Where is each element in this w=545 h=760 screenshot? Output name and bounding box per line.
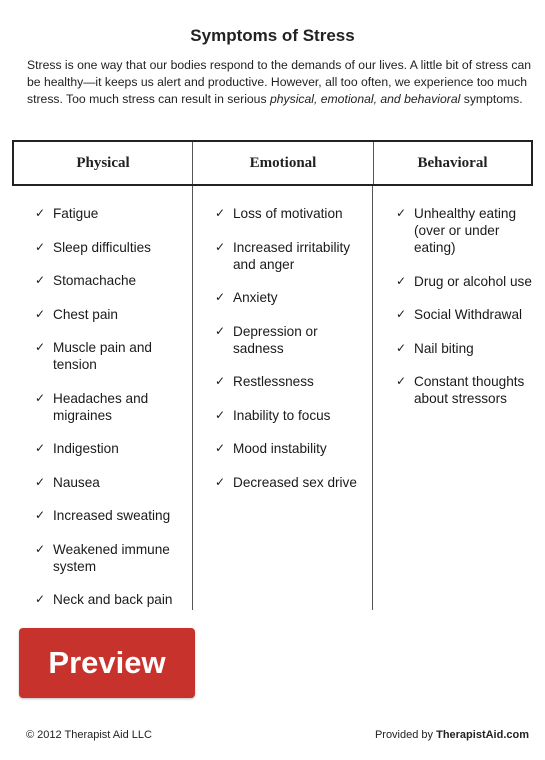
symptom-item — [30, 339, 190, 373]
checkmark-icon: ✓ — [396, 374, 407, 388]
column-divider — [192, 186, 193, 610]
symptom-item — [30, 272, 190, 289]
symptom-item — [210, 323, 370, 357]
symptom-label: Weakened immune system — [53, 541, 170, 574]
symptom-item — [30, 239, 190, 256]
symptom-label: Sleep difficulties — [53, 239, 151, 255]
footer-copyright: © 2012 Therapist Aid LLC — [26, 729, 152, 741]
page-title: Symptoms of Stress — [190, 26, 355, 45]
symptom-item — [30, 390, 190, 424]
table-header — [12, 140, 533, 186]
checkmark-icon: ✓ — [35, 441, 46, 455]
checkmark-icon: ✓ — [215, 290, 226, 304]
checkmark-icon: ✓ — [35, 541, 46, 556]
intro-paragraph — [27, 57, 532, 108]
checkmark-icon: ✓ — [35, 340, 46, 354]
column-heading-behavioral: Behavioral — [417, 154, 488, 171]
symptom-label: Stomachache — [53, 273, 137, 288]
symptom-item — [210, 205, 370, 222]
symptom-label: Anxiety — [233, 290, 278, 305]
symptom-label: Mood instability — [233, 441, 327, 456]
intro-text-italic: physical, emotional, and behavioral — [269, 92, 461, 106]
emotional-symptoms-list — [210, 205, 370, 507]
intro-text-2: symptoms. — [460, 92, 523, 106]
symptom-item — [30, 591, 190, 608]
symptom-item — [210, 440, 370, 457]
checkmark-icon: ✓ — [35, 592, 46, 606]
symptom-item — [210, 289, 370, 306]
symptom-label: Increased sweating — [53, 508, 171, 523]
physical-symptoms-list — [30, 205, 190, 625]
checkmark-icon: ✓ — [215, 441, 226, 455]
symptom-item — [391, 205, 536, 256]
symptom-label: Drug or alcohol use — [414, 273, 532, 289]
checkmark-icon: ✓ — [396, 206, 407, 220]
preview-button[interactable]: Preview — [19, 628, 195, 698]
checkmark-icon: ✓ — [35, 206, 46, 220]
checkmark-icon: ✓ — [396, 307, 407, 321]
footer-provided-by — [375, 729, 529, 741]
symptom-item — [30, 306, 190, 323]
checkmark-icon: ✓ — [215, 474, 226, 489]
behavioral-symptoms-list — [391, 205, 536, 424]
symptom-label: Fatigue — [53, 206, 99, 221]
symptom-label: Social Withdrawal — [414, 307, 523, 322]
symptom-item — [391, 340, 536, 357]
symptom-label: Neck and back pain — [53, 592, 173, 607]
footer-provided-label: Provided by — [374, 729, 437, 741]
checkmark-icon: ✓ — [35, 474, 46, 489]
column-heading-emotional: Emotional — [192, 142, 374, 184]
symptom-item — [30, 507, 190, 524]
checkmark-icon: ✓ — [215, 323, 226, 338]
checkmark-icon: ✓ — [396, 273, 407, 288]
symptom-item — [30, 205, 190, 222]
column-divider — [372, 186, 373, 610]
column-heading-physical: Physical — [76, 154, 130, 171]
symptom-item — [210, 373, 370, 390]
symptom-label: Chest pain — [53, 306, 118, 322]
symptom-label: Unhealthy eating (over or under eating) — [414, 206, 517, 255]
symptom-item — [30, 474, 190, 491]
symptom-item — [391, 373, 536, 407]
checkmark-icon: ✓ — [396, 340, 407, 355]
symptom-item — [391, 306, 536, 323]
symptom-label: Nausea — [53, 474, 100, 490]
symptom-item — [30, 440, 190, 457]
symptom-label: Decreased sex drive — [233, 474, 357, 490]
checkmark-icon: ✓ — [35, 508, 46, 522]
checkmark-icon: ✓ — [215, 239, 226, 254]
checkmark-icon: ✓ — [35, 239, 46, 254]
symptom-label: Headaches and migraines — [53, 390, 149, 423]
checkmark-icon: ✓ — [35, 306, 46, 321]
checkmark-icon: ✓ — [35, 273, 46, 287]
symptom-label: Increased irritability and anger — [233, 239, 351, 272]
symptom-label: Indigestion — [53, 441, 119, 456]
checkmark-icon: ✓ — [215, 374, 226, 388]
symptom-label: Inability to focus — [233, 407, 331, 423]
symptom-item — [30, 541, 190, 575]
symptom-item — [210, 239, 370, 273]
checkmark-icon: ✓ — [215, 407, 226, 422]
symptom-label: Restlessness — [233, 374, 314, 389]
intro-text-1: Stress is one way that our bodies respond to the demands of our lives. A little bit of stress can be healthy—it keeps us alert and productive. However, all too often, we experience too much stress. Too much stress can result in serious — [27, 58, 532, 106]
symptom-label: Muscle pain and tension — [53, 340, 152, 372]
symptom-item — [210, 407, 370, 424]
footer-brand-link[interactable]: TherapistAid.com — [436, 729, 529, 741]
checkmark-icon: ✓ — [35, 390, 46, 405]
symptom-label: Depression or sadness — [233, 323, 318, 356]
symptom-label: Loss of motivation — [233, 206, 343, 221]
symptom-item — [210, 474, 370, 491]
symptom-label: Nail biting — [414, 340, 474, 356]
checkmark-icon: ✓ — [215, 206, 226, 220]
symptom-label: Constant thoughts about stressors — [414, 374, 525, 406]
symptom-item — [391, 273, 536, 290]
